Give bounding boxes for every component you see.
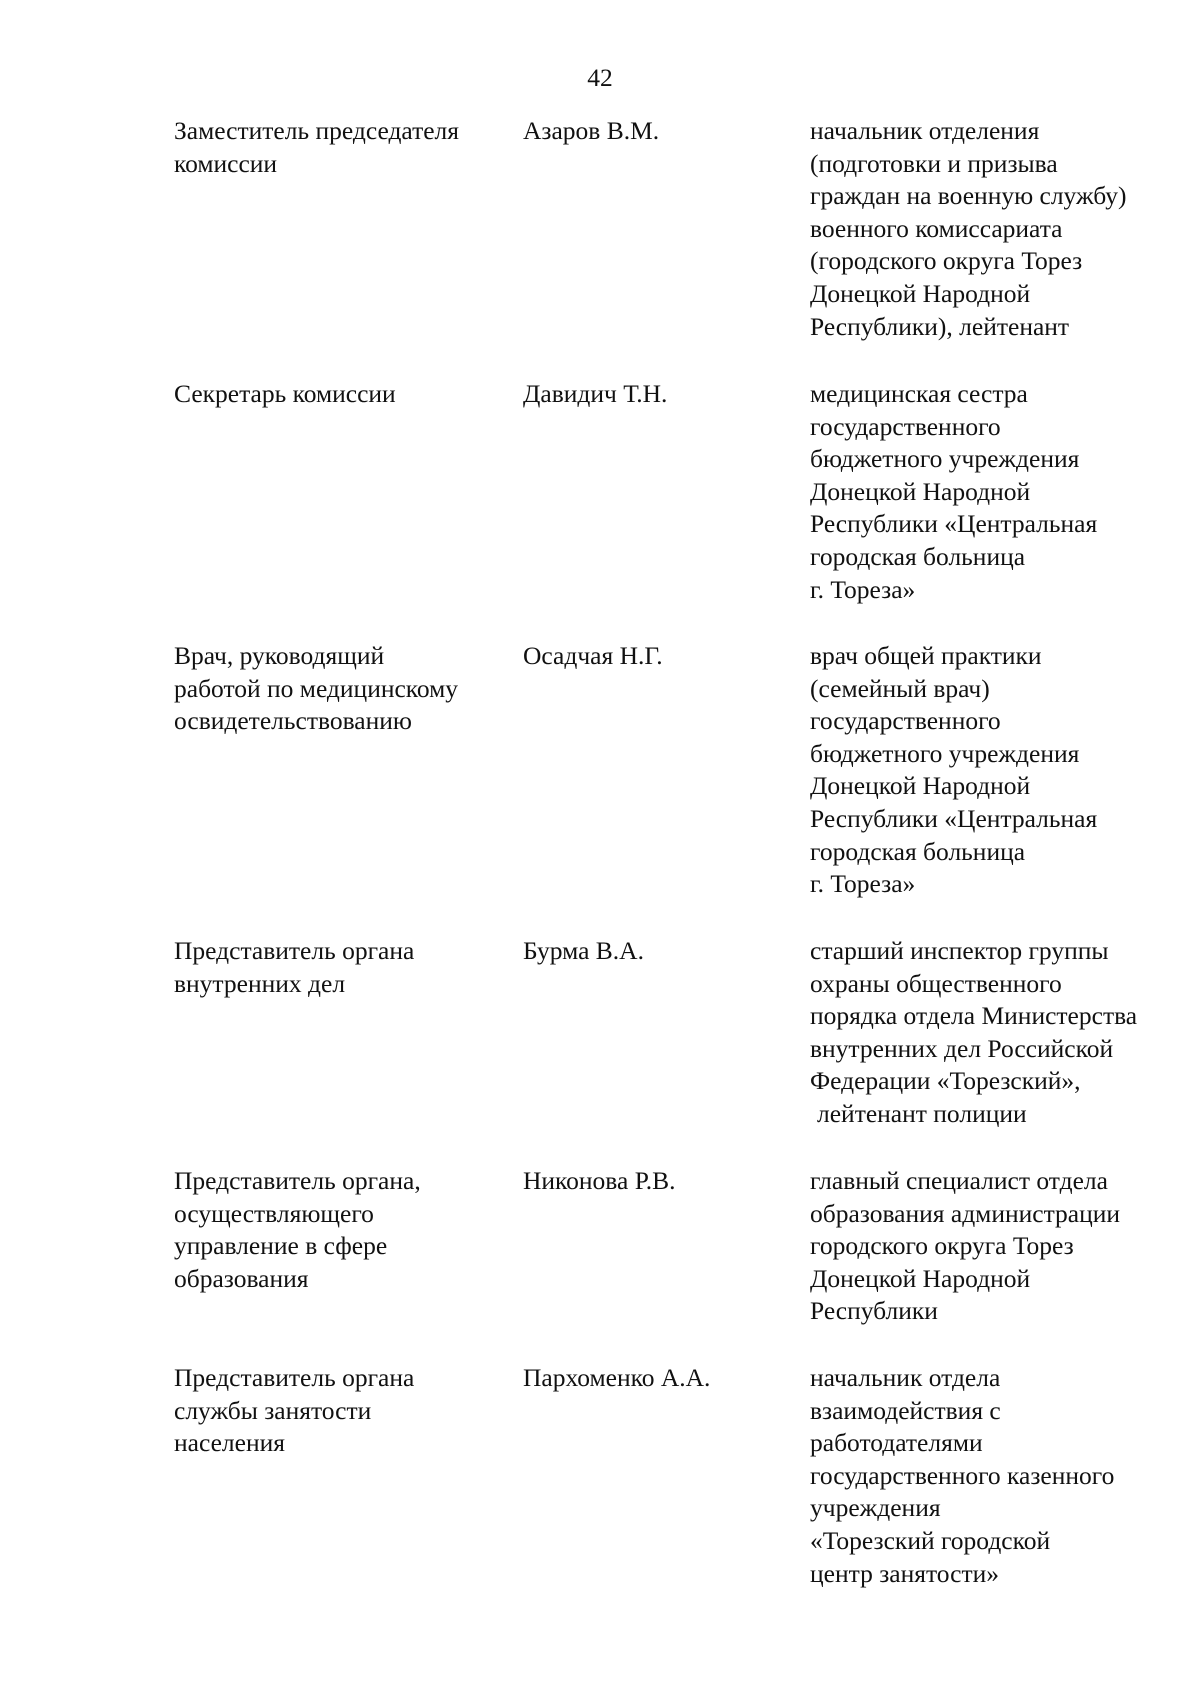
- member-role: [174, 378, 514, 411]
- position-line: начальник отделения: [810, 116, 1040, 145]
- role-line: осуществляющего: [174, 1198, 374, 1228]
- position-line: работодателями: [810, 1428, 983, 1458]
- role-line: службы занятости: [174, 1395, 372, 1425]
- position-line: образования администрации: [810, 1198, 1121, 1228]
- position-line: г. Тореза»: [810, 574, 916, 604]
- member-position: [810, 1165, 1190, 1328]
- position-line: медицинская сестра: [810, 379, 1028, 408]
- position-line: (городского округа Торез: [810, 246, 1083, 276]
- position-line: (семейный врач): [810, 673, 990, 703]
- member-role: [174, 1362, 514, 1460]
- position-line: Донецкой Народной: [810, 1263, 1031, 1293]
- role-line: внутренних дел: [174, 968, 346, 998]
- position-line: Республики «Центральная: [810, 509, 1098, 539]
- position-line: (подготовки и призыва: [810, 148, 1058, 178]
- position-line: порядка отдела Министерства: [810, 1001, 1138, 1031]
- position-line: городская больница: [810, 836, 1026, 866]
- position-line: Республики), лейтенант: [810, 311, 1070, 341]
- position-line: городского округа Торез: [810, 1231, 1074, 1261]
- member-position: [810, 378, 1190, 606]
- position-line: государственного: [810, 411, 1001, 441]
- role-line: комиссии: [174, 148, 278, 178]
- member-name: Давидич Т.Н.: [523, 379, 668, 408]
- position-line: «Торезский городской: [810, 1525, 1051, 1555]
- page-number: 42: [587, 63, 613, 92]
- position-line: городская больница: [810, 541, 1026, 571]
- position-line: старший инспектор группы: [810, 936, 1109, 965]
- position-line: охраны общественного: [810, 968, 1062, 998]
- position-line: главный специалист отдела: [810, 1166, 1108, 1195]
- position-line: государственного: [810, 706, 1001, 736]
- member-role: [174, 935, 514, 1000]
- role-line: Представитель органа: [174, 936, 415, 965]
- member-role: [174, 115, 514, 180]
- role-line: работой по медицинскому: [174, 673, 459, 703]
- position-line: начальник отдела: [810, 1363, 1001, 1392]
- position-line: граждан на военную службу): [810, 181, 1127, 211]
- role-line: Заместитель председателя: [174, 116, 459, 145]
- member-name: Никонова Р.В.: [523, 1166, 676, 1195]
- position-line: взаимодействия с: [810, 1395, 1001, 1425]
- position-line: Республики «Центральная: [810, 803, 1098, 833]
- position-line: внутренних дел Российской: [810, 1033, 1114, 1063]
- role-line: населения: [174, 1428, 285, 1458]
- role-line: Представитель органа: [174, 1363, 415, 1392]
- member-role: [174, 640, 514, 738]
- role-line: Секретарь комиссии: [174, 379, 396, 408]
- position-line: центр занятости»: [810, 1558, 1000, 1588]
- member-role: [174, 1165, 514, 1295]
- member-position: [810, 1362, 1190, 1590]
- member-position: [810, 115, 1190, 343]
- role-line: управление в сфере: [174, 1231, 388, 1261]
- member-position: [810, 640, 1190, 901]
- position-line: бюджетного учреждения: [810, 444, 1080, 474]
- role-line: Врач, руководящий: [174, 641, 385, 670]
- member-name: Осадчая Н.Г.: [523, 641, 663, 670]
- position-line: государственного казенного: [810, 1460, 1115, 1490]
- role-line: Представитель органа,: [174, 1166, 421, 1195]
- position-line: учреждения: [810, 1493, 941, 1523]
- role-line: образования: [174, 1263, 309, 1293]
- member-position: [810, 935, 1190, 1131]
- position-line: военного комиссариата: [810, 213, 1063, 243]
- member-name: Бурма В.А.: [523, 936, 644, 965]
- member-name: Азаров В.М.: [523, 116, 660, 145]
- position-line: Республики: [810, 1296, 938, 1326]
- member-name: Пархоменко А.А.: [523, 1363, 711, 1392]
- position-line: Донецкой Народной: [810, 278, 1031, 308]
- position-line: врач общей практики: [810, 641, 1042, 670]
- position-line: Федерации «Торезский»,: [810, 1066, 1081, 1096]
- position-line: Донецкой Народной: [810, 476, 1031, 506]
- position-line: г. Тореза»: [810, 869, 916, 899]
- position-line: Донецкой Народной: [810, 771, 1031, 801]
- role-line: освидетельствованию: [174, 706, 412, 736]
- position-line: бюджетного учреждения: [810, 738, 1080, 768]
- position-line: лейтенант полиции: [817, 1098, 1027, 1128]
